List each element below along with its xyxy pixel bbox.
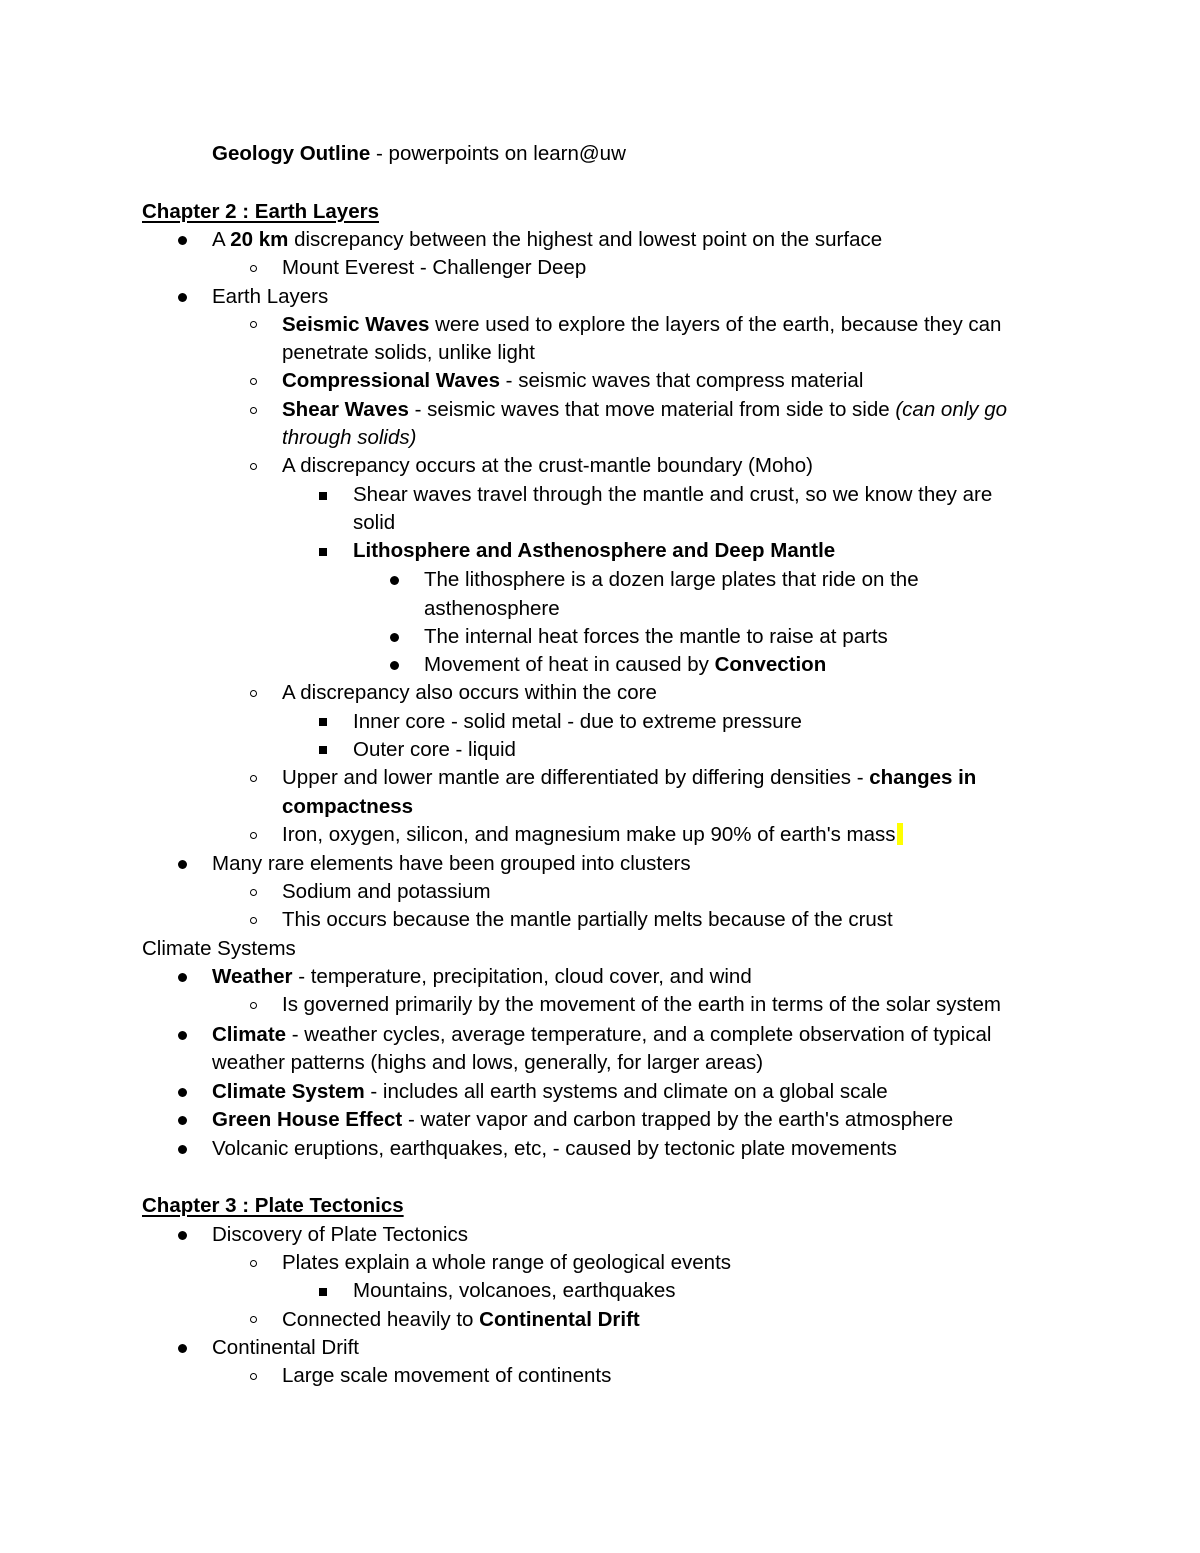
list-item: Is governed primarily by the movement of the earth in terms of the solar system bbox=[282, 993, 1001, 1016]
list-item: Compressional Waves - seismic waves that compress material bbox=[282, 369, 864, 392]
list-item: Outer core - liquid bbox=[353, 738, 516, 761]
list-item: Many rare elements have been grouped into clusters bbox=[212, 852, 691, 875]
text-cursor-highlight bbox=[897, 823, 903, 845]
list-item-continuation: through solids) bbox=[282, 426, 417, 449]
list-item: Seismic Waves were used to explore the layers of the earth, because they can bbox=[282, 313, 1002, 336]
list-item: This occurs because the mantle partially melts because of the crust bbox=[282, 908, 893, 931]
bullet-disc-icon bbox=[178, 1116, 187, 1125]
bullet-square-icon bbox=[319, 492, 327, 500]
bullet-disc-icon bbox=[390, 633, 399, 642]
list-item: Weather - temperature, precipitation, cloud cover, and wind bbox=[212, 965, 752, 988]
bullet-disc-icon bbox=[178, 236, 187, 245]
bullet-circle-icon bbox=[250, 463, 257, 470]
list-item-continuation: asthenosphere bbox=[424, 597, 560, 620]
list-item: Movement of heat in caused by Convection bbox=[424, 653, 827, 676]
list-item: Sodium and potassium bbox=[282, 880, 491, 903]
bullet-circle-icon bbox=[250, 1002, 257, 1009]
bullet-circle-icon bbox=[250, 917, 257, 924]
list-item: Iron, oxygen, silicon, and magnesium make up 90% of earth's mass bbox=[282, 821, 903, 849]
title-bold: Geology Outline bbox=[212, 142, 371, 165]
bullet-circle-icon bbox=[250, 265, 257, 272]
chapter-2-heading: Chapter 2 : Earth Layers bbox=[142, 200, 379, 223]
list-item-continuation: weather patterns (highs and lows, generally, for larger areas) bbox=[212, 1051, 764, 1074]
list-item: Green House Effect - water vapor and carbon trapped by the earth's atmosphere bbox=[212, 1108, 954, 1131]
bullet-disc-icon bbox=[178, 1344, 187, 1353]
list-item: Upper and lower mantle are differentiated by differing densities - changes in bbox=[282, 766, 977, 789]
list-item: Shear Waves - seismic waves that move material from side to side (can only go bbox=[282, 398, 1008, 421]
bullet-circle-icon bbox=[250, 321, 257, 328]
list-item: The lithosphere is a dozen large plates that ride on the bbox=[424, 568, 919, 591]
bullet-disc-icon bbox=[390, 576, 399, 585]
list-item: Discovery of Plate Tectonics bbox=[212, 1223, 468, 1246]
bullet-circle-icon bbox=[250, 889, 257, 896]
bullet-circle-icon bbox=[250, 1316, 257, 1323]
bullet-circle-icon bbox=[250, 407, 257, 414]
bullet-disc-icon bbox=[178, 1231, 187, 1240]
climate-systems-heading: Climate Systems bbox=[142, 937, 296, 960]
list-item-continuation: penetrate solids, unlike light bbox=[282, 341, 535, 364]
bullet-disc-icon bbox=[178, 1031, 187, 1040]
bullet-square-icon bbox=[319, 548, 327, 556]
list-item: Mount Everest - Challenger Deep bbox=[282, 256, 587, 279]
list-item-continuation: solid bbox=[353, 511, 396, 534]
list-item: A discrepancy also occurs within the core bbox=[282, 681, 657, 704]
bullet-square-icon bbox=[319, 1288, 327, 1296]
list-item: Inner core - solid metal - due to extreme pressure bbox=[353, 710, 802, 733]
bullet-square-icon bbox=[319, 718, 327, 726]
document-title bbox=[212, 140, 626, 168]
bullet-circle-icon bbox=[250, 1260, 257, 1267]
bullet-disc-icon bbox=[178, 293, 187, 302]
list-item: Mountains, volcanoes, earthquakes bbox=[353, 1279, 676, 1302]
bullet-square-icon bbox=[319, 746, 327, 754]
list-item: The internal heat forces the mantle to raise at parts bbox=[424, 625, 888, 648]
chapter-3-heading: Chapter 3 : Plate Tectonics bbox=[142, 1194, 404, 1217]
bullet-disc-icon bbox=[178, 1145, 187, 1154]
list-item-continuation: compactness bbox=[282, 795, 414, 818]
bullet-disc-icon bbox=[178, 860, 187, 869]
list-item: Climate System - includes all earth systems and climate on a global scale bbox=[212, 1080, 888, 1103]
bullet-circle-icon bbox=[250, 378, 257, 385]
bullet-circle-icon bbox=[250, 1373, 257, 1380]
list-item: A 20 km discrepancy between the highest and lowest point on the surface bbox=[212, 228, 883, 251]
bullet-circle-icon bbox=[250, 690, 257, 697]
title-rest: - powerpoints on learn@uw bbox=[370, 142, 626, 165]
list-item: Climate - weather cycles, average temperature, and a complete observation of typical bbox=[212, 1023, 992, 1046]
list-item: Plates explain a whole range of geological events bbox=[282, 1251, 732, 1274]
bullet-circle-icon bbox=[250, 775, 257, 782]
list-item: Volcanic eruptions, earthquakes, etc, - caused by tectonic plate movements bbox=[212, 1137, 897, 1160]
bullet-disc-icon bbox=[178, 973, 187, 982]
list-item: Lithosphere and Asthenosphere and Deep Mantle bbox=[353, 539, 836, 562]
list-item: Earth Layers bbox=[212, 285, 329, 308]
list-item: A discrepancy occurs at the crust-mantle boundary (Moho) bbox=[282, 454, 813, 477]
bullet-circle-icon bbox=[250, 832, 257, 839]
bullet-disc-icon bbox=[178, 1088, 187, 1097]
list-item: Large scale movement of continents bbox=[282, 1364, 612, 1387]
list-item: Continental Drift bbox=[212, 1336, 359, 1359]
list-item: Shear waves travel through the mantle and crust, so we know they are bbox=[353, 483, 993, 506]
bullet-disc-icon bbox=[390, 661, 399, 670]
list-item: Connected heavily to Continental Drift bbox=[282, 1308, 640, 1331]
